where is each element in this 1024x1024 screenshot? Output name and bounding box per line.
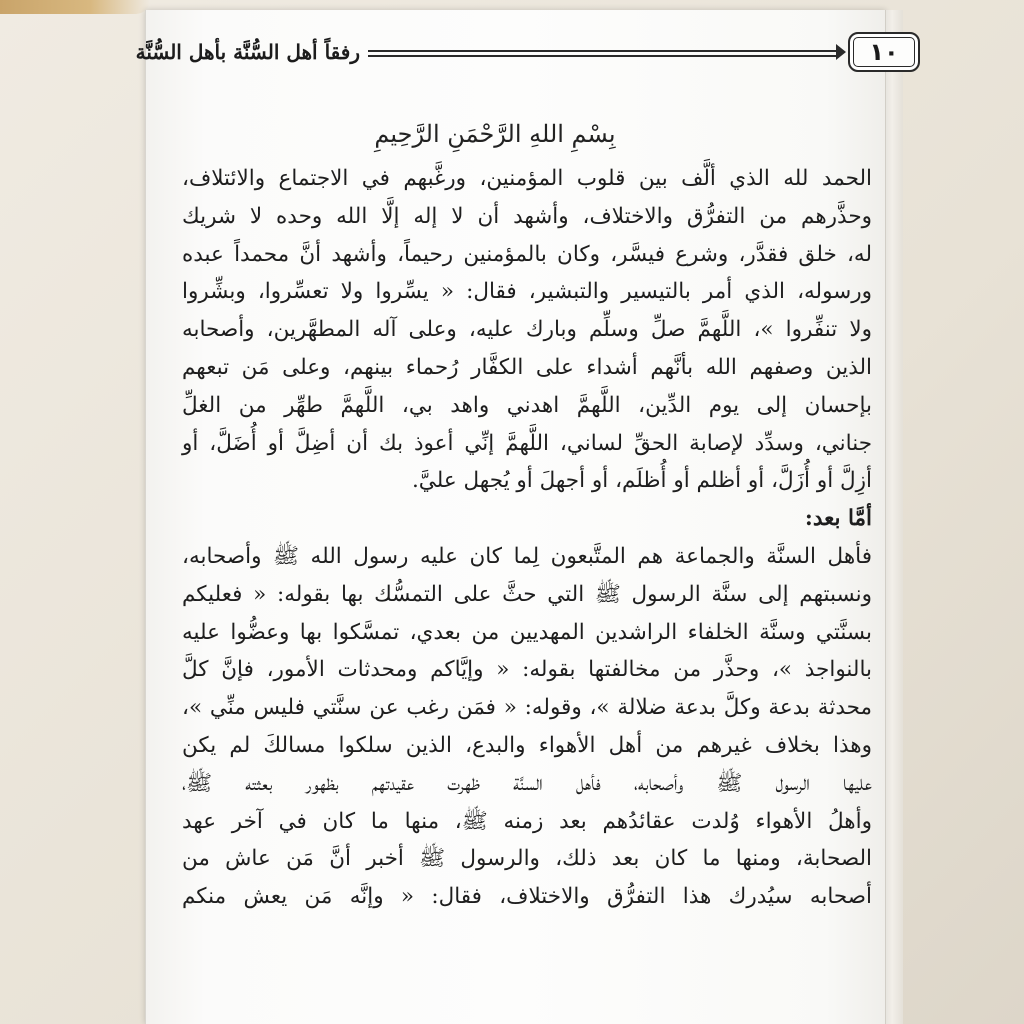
text-line: الحمد لله الذي ألَّف بين قلوب المؤمنين، ورغَّبهم في الاجتماع والائتلاف، <box>182 166 872 191</box>
book-cover-edge <box>0 0 150 14</box>
text-line: عليها الرسول ﷺ وأصحابه، فأهل السنَّة ظهرت عقيدتهم بظهور بعثته ﷺ، <box>182 770 872 796</box>
page-stack-edge <box>885 10 903 1024</box>
text-line: جناني، وسدِّد لإصابة الحقِّ لساني، اللَّهمَّ إنِّي أعوذ بك أن أضِلَّ أو أُضَلَّ، أو <box>182 430 872 456</box>
text-line: بالنواجذ »، وحذَّر من مخالفتها بقوله: « وإيَّاكم ومحدثات الأمور، فإنَّ كلَّ <box>182 657 872 683</box>
text-line: الصحابة، ومنها ما كان بعد ذلك، والرسول ﷺ أخبر أنَّ مَن عاش من <box>182 846 872 872</box>
text-line: محدثة بدعة وكلَّ بدعة ضلالة »، وقوله: « فمَن رغب عن سنَّتي فليس منِّي »، <box>182 695 872 721</box>
section-heading: أمَّا بعد: <box>804 506 872 532</box>
text-line: الذين وصفهم الله بأنَّهم أشداء على الكفَّار رُحماء بينهم، وعلى مَن تبعهم <box>182 354 872 380</box>
text-line: ورسوله، الذي أمر بالتيسير والتبشير، فقال: « يسِّروا ولا تعسِّروا، وبشِّروا <box>182 279 872 305</box>
text-line: ولا تنفِّروا »، اللَّهمَّ صلِّ وسلِّم وبارك عليه، وعلى آله المطهَّرين، وأصحابه <box>182 317 872 343</box>
running-header <box>135 28 899 78</box>
header-rule <box>368 50 838 57</box>
running-header-title: رفقاً أهل السُّنَّة بأهل السُّنَّة <box>135 40 360 64</box>
text-line: فأهل السنَّة والجماعة هم المتَّبعون لِما كان عليه رسول الله ﷺ وأصحابه، <box>182 543 872 569</box>
text-line: له، خلق فقدَّر، وشرع فيسَّر، وكان بالمؤمنين رحيماً، وأشهد أنَّ محمداً عبده <box>182 241 872 267</box>
page-number: ١٠ <box>848 32 920 72</box>
text-line: أصحابه سيُدرك هذا التفرُّق والاختلاف، فقال: « وإنَّه مَن يعش منكم <box>182 884 872 910</box>
text-line: ونسبتهم إلى سنَّة الرسول ﷺ التي حثَّ على التمسُّك بها بقوله: « فعليكم <box>182 581 872 607</box>
basmala-calligraphy: بِسْمِ اللهِ الرَّحْمَنِ الرَّحِيمِ <box>374 120 616 148</box>
text-line: بسنَّتي وسنَّة الخلفاء الراشدين المهديين من بعدي، تمسَّكوا بها وعضُّوا عليه <box>182 619 872 645</box>
text-line: وهذا بخلاف غيرهم من أهل الأهواء والبدع، الذين سلكوا مسالكَ لم يكن <box>182 732 872 758</box>
body-text <box>182 160 872 916</box>
text-line: وأهلُ الأهواء وُلدت عقائدُهم بعد زمنه ﷺ، منها ما كان في آخر عهد <box>182 808 872 834</box>
header-rule-arrow-icon <box>836 44 846 60</box>
text-line: بإحسان إلى يوم الدِّين، اللَّهمَّ اهدني واهد بي، اللَّهمَّ طهِّر من الغلِّ <box>182 392 872 418</box>
text-line: أزِلَّ أو أُزَلَّ، أو أظلم أو أُظلَم، أو أجهلَ أو يُجهل عليَّ. <box>411 468 872 494</box>
text-line: وحذَّرهم من التفرُّق والاختلاف، وأشهد أن لا إله إلَّا الله وحده لا شريك <box>182 203 872 229</box>
